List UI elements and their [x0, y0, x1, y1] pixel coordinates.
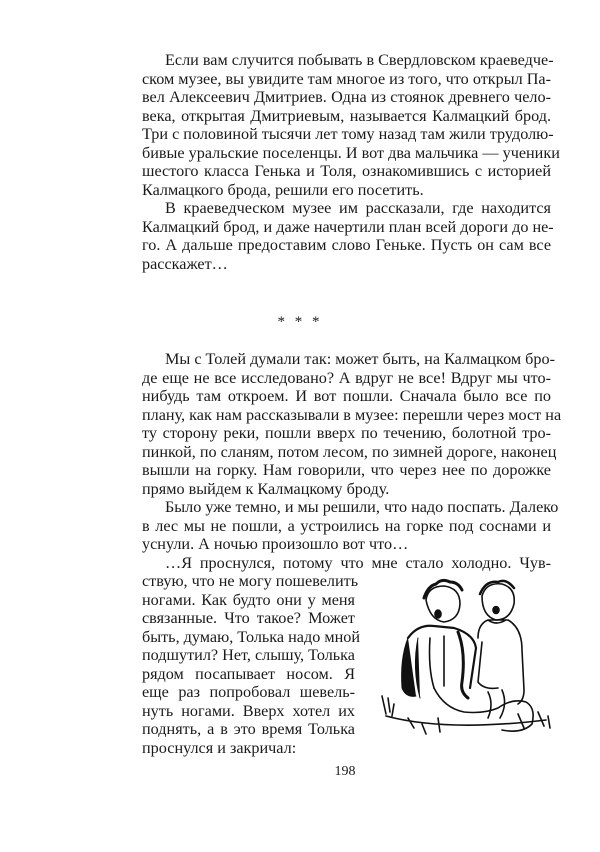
text-line: В краеведческом музее им рассказали, где находится [165, 199, 551, 217]
text-line: вышли на горку. Нам говорили, что через нее по дорожке [142, 461, 551, 479]
illustration-two-boys [378, 578, 558, 743]
text-line: де еще не все исследовано? А вдруг не все! Вдруг мы что- [142, 368, 551, 387]
text-line: бивые уральские поселенцы. И вот два мальчика — ученики [142, 143, 560, 162]
text-line: го. А дальше предоставим слово Геньке. Пусть он сам все [142, 236, 551, 254]
text-line: Мы с Толей думали так: может быть, на Калмацком бро- [165, 350, 555, 368]
text-line: ствую, что не могу пошевелить [142, 572, 359, 590]
text-line: века, открытая Дмитриевым, называется Калмацкий брод. [142, 106, 551, 125]
text-line: подшутил? Нет, слышу, Толька [142, 646, 355, 664]
text-line: шестого класса Генька и Толя, ознакомившись с историей [142, 162, 551, 180]
text-line: проснулся и закричал: [142, 738, 297, 757]
text-line: рядом посапывает носом. Я [142, 664, 355, 683]
text-line: связанные. Что такое? Может [142, 609, 355, 627]
text-line: вел Алексеевич Дмитриев. Одна из стоянок древнего чело- [142, 88, 551, 106]
text-line: в лес мы не пошли, а устроились на горке под соснами и [142, 516, 551, 535]
text-line: еще раз попробовал шевель- [142, 683, 355, 701]
text-line: поднять, а в это время Толька [142, 720, 355, 738]
text-line: Если вам случится побывать в Свердловском краеведче- [165, 51, 554, 69]
section-separator: * * * [277, 314, 323, 330]
text-line: ском музее, вы увидите там многое из того, что открыл Па- [142, 69, 551, 88]
text-line: прямо выйдем к Калмацкому броду. [142, 479, 390, 498]
text-line: Три с половиной тысячи лет тому назад там жили трудолю- [142, 125, 554, 143]
text-line: быть, думаю, Толька надо мной [142, 627, 361, 646]
text-line: плану, как нам рассказывали в музее: перешли через мост на [142, 405, 562, 424]
text-line: Калмацкого брода, решили его посетить. [142, 180, 424, 199]
text-line: пинкой, по сланям, потом лесом, по зимней дороге, наконец [142, 442, 557, 461]
page-number: 198 [334, 764, 356, 779]
text-line: нуть ногами. Вверх хотел их [142, 701, 355, 720]
text-line: Было уже темно, и мы решили, что надо поспать. Далеко [165, 498, 559, 516]
text-line: уснули. А ночью произошло вот что… [142, 535, 409, 553]
text-line: …Я проснулся, потому что мне стало холодно. Чув- [165, 553, 551, 572]
text-line: Калмацкий брод, и даже начертили план всей дороги до не- [142, 217, 554, 236]
text-line: нибудь там откроем. И вот пошли. Сначала было все по [142, 387, 551, 405]
text-line: ту сторону реки, пошли вверх по течению, болотной тро- [142, 424, 551, 442]
text-line: расскажет… [142, 254, 228, 273]
text-line: ногами. Как будто они у меня [142, 590, 355, 609]
